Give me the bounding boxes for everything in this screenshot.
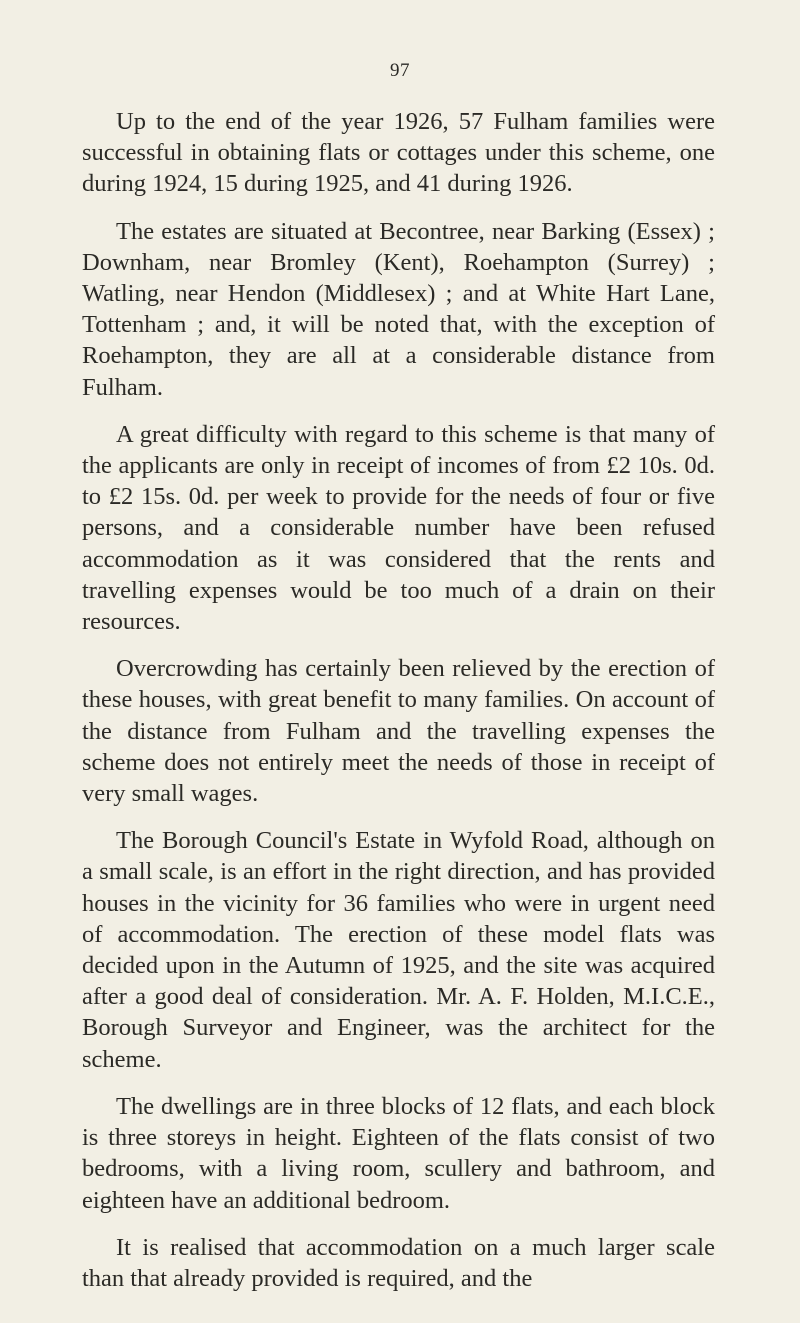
paragraph-income-difficulty: A great difficulty with regard to this scheme is that many of the applicants are only in receipt of incomes of from £2 10s. 0d. to £2 15s. 0d. per week to provide for the needs of four or five persons, and a considerable number have been refused accommodation as it was considered that the rents and travelling expenses would be too much of a drain on their resources. [82,420,715,636]
paragraph-wyfold-road-estate: The Borough Council's Estate in Wyfold Road, although on a small scale, is an effort in the right direction, and has provided houses in the vicinity for 36 families who were in urgent need of accommodation. The erection of these model flats was decided upon in the Autumn of 1925, and the site was acquired after a good deal of consideration. Mr. A. F. Holden, M.I.C.E., Borough Surveyor and Engineer, was the architect for the scheme. [82,827,715,1073]
page-number: 97 [390,60,410,81]
body-text [82,106,715,1310]
paragraph-estates-locations: The estates are situated at Becontree, near Barking (Essex) ; Downham, near Bromley (Kent), Roehampton (Surrey) ; Watling, near Hendon (Middlesex) ; and at White Hart Lane, Tottenham ; and, it will be noted that, with the exception of Roehampton, they are all at a considerable distance from Fulham. [82,217,715,401]
paragraph-fulham-families: Up to the end of the year 1926, 57 Fulham families were successful in obtaining flats or cottages under this scheme, one during 1924, 15 during 1925, and 41 during 1926. [82,108,715,198]
paragraph-overcrowding: Overcrowding has certainly been relieved by the erection of these houses, with great benefit to many families. On account of the distance from Fulham and the travelling expenses the scheme does not entirely meet the needs of those in receipt of very small wages. [82,655,715,808]
paragraph-dwellings-blocks: The dwellings are in three blocks of 12 flats, and each block is three storeys in height. Eighteen of the flats consist of two bedrooms, with a living room, scullery and bathroom, and eighteen have an additional bedroom. [82,1092,715,1214]
paragraph-accommodation-required: It is realised that accommodation on a much larger scale than that already provided is required, and the [82,1233,715,1292]
